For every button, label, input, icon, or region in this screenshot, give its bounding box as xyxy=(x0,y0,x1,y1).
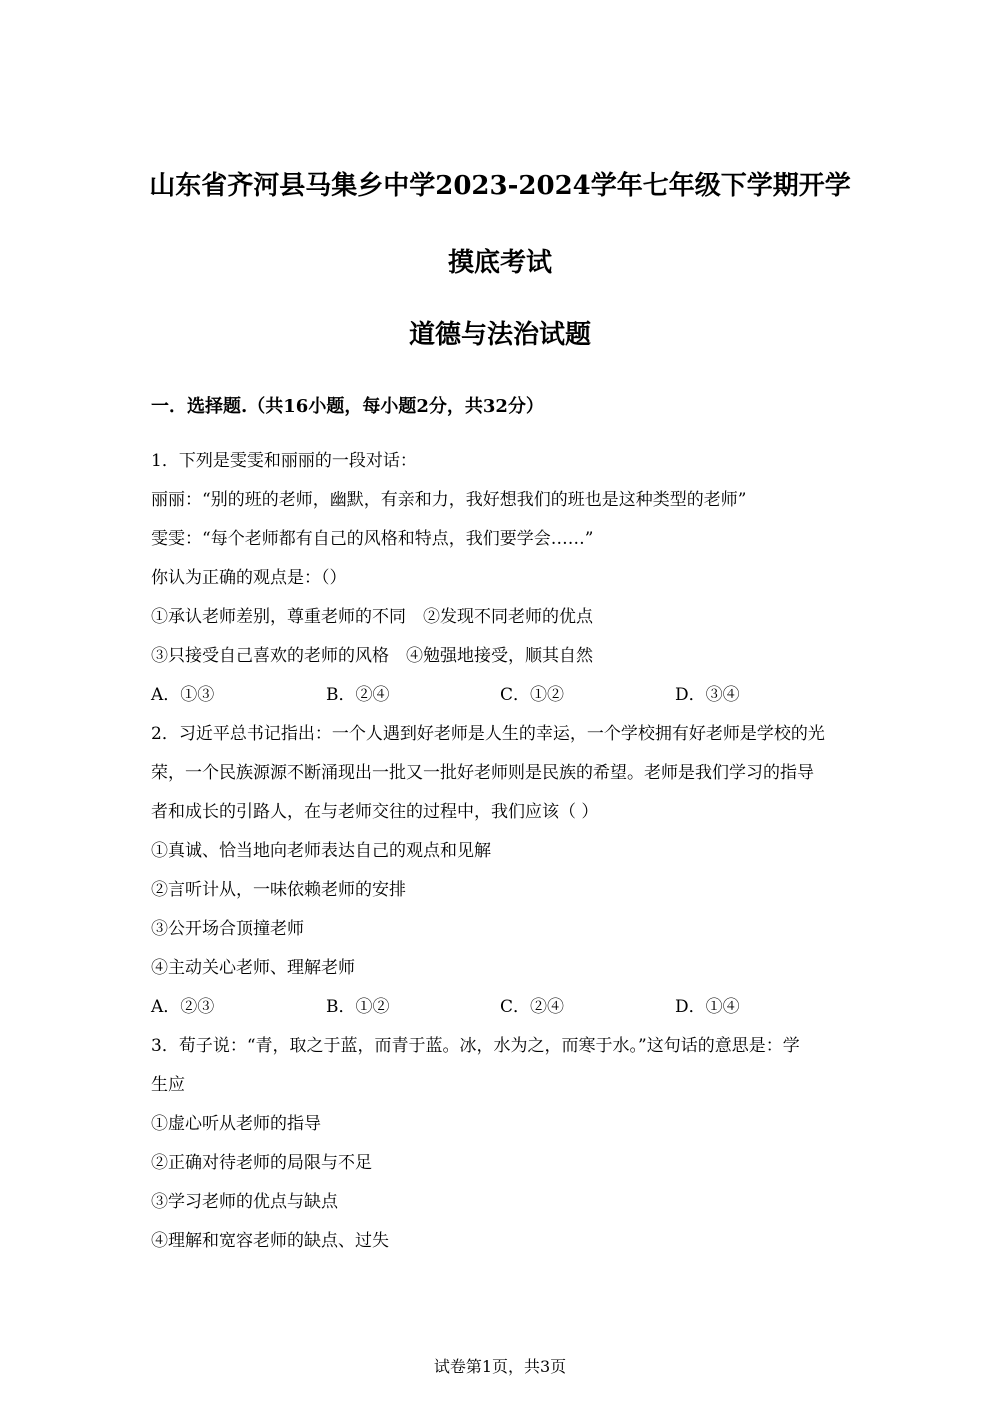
q2-stem-line3: 者和成长的引路人，在与老师交往的过程中，我们应该（ ） xyxy=(151,802,599,822)
q1-prompt: 你认为正确的观点是：（） xyxy=(151,568,347,588)
q1-option-c[interactable]: C．①② xyxy=(500,685,565,705)
exam-title-line2: 摸底考试 xyxy=(447,248,552,278)
q2-stem-line1: 2．习近平总书记指出：一个人遇到好老师是人生的幸运，一个学校拥有好老师是学校的光 xyxy=(151,724,825,744)
q3-stem-line1: 3．荀子说：“青，取之于蓝，而青于蓝。冰，水为之，而寒于水。”这句话的意思是：学 xyxy=(151,1036,800,1056)
q1-dialogue-wenwen: 雯雯：“每个老师都有自己的风格和特点，我们要学会……” xyxy=(151,529,594,549)
q3-statement-3: ③学习老师的优点与缺点 xyxy=(151,1192,338,1212)
q2-stem-line2: 荣，一个民族源源不断涌现出一批又一批好老师则是民族的希望。老师是我们学习的指导 xyxy=(151,763,814,783)
q3-stem-line2: 生应 xyxy=(151,1075,185,1095)
section-heading-choice: 一．选择题.（共16小题，每小题2分，共32分） xyxy=(151,396,544,417)
exam-subject-title: 道德与法治试题 xyxy=(408,320,591,350)
q1-options xyxy=(151,683,851,707)
q2-option-d[interactable]: D．①④ xyxy=(675,997,740,1017)
q2-statement-4: ④主动关心老师、理解老师 xyxy=(151,958,355,978)
q2-statement-1: ①真诚、恰当地向老师表达自己的观点和见解 xyxy=(151,841,491,861)
exam-title-line1: 山东省齐河县马集乡中学2023-2024学年七年级下学期开学 xyxy=(149,171,851,201)
q2-statement-3: ③公开场合顶撞老师 xyxy=(151,919,304,939)
q3-statement-4: ④理解和宽容老师的缺点、过失 xyxy=(151,1231,389,1251)
q1-option-d[interactable]: D．③④ xyxy=(675,685,740,705)
q2-option-a[interactable]: A．②③ xyxy=(151,997,215,1017)
q1-option-a[interactable]: A．①③ xyxy=(151,685,215,705)
page-footer: 试卷第1页，共3页 xyxy=(433,1357,567,1376)
q1-statements-3-4: ③只接受自己喜欢的老师的风格 ④勉强地接受，顺其自然 xyxy=(151,646,593,666)
q2-statement-2: ②言听计从，一味依赖老师的安排 xyxy=(151,880,406,900)
q3-statement-1: ①虚心听从老师的指导 xyxy=(151,1114,321,1134)
q2-option-b[interactable]: B．①② xyxy=(326,997,390,1017)
q3-statement-2: ②正确对待老师的局限与不足 xyxy=(151,1153,372,1173)
q2-option-c[interactable]: C．②④ xyxy=(500,997,565,1017)
q1-statements-1-2: ①承认老师差别，尊重老师的不同 ②发现不同老师的优点 xyxy=(151,607,593,627)
q1-dialogue-lili: 丽丽：“别的班的老师，幽默，有亲和力，我好想我们的班也是这种类型的老师” xyxy=(151,490,747,510)
q1-option-b[interactable]: B．②④ xyxy=(326,685,390,705)
q2-options xyxy=(151,995,851,1019)
q1-stem: 1．下列是雯雯和丽丽的一段对话： xyxy=(151,451,417,471)
